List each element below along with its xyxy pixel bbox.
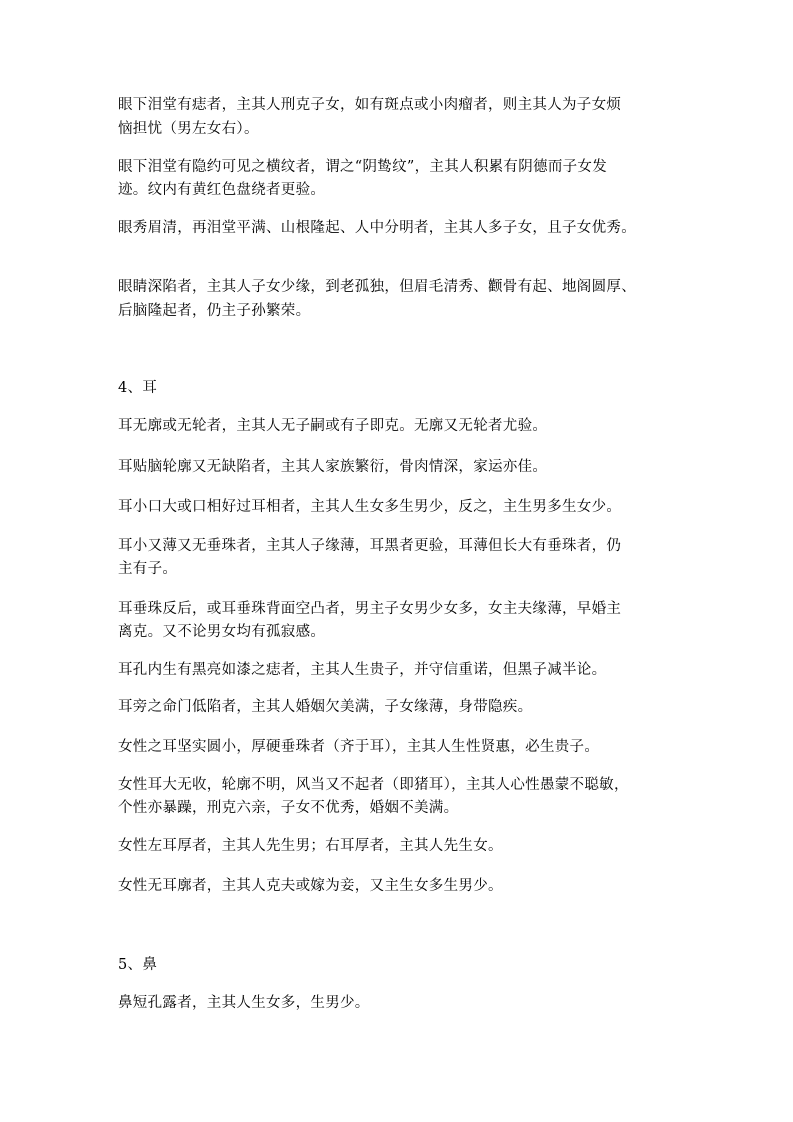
text-line: 女性之耳坚实圆小，厚硬垂珠者（齐于耳），主其人生性贤惠，必生贵子。 [118,739,600,755]
text-line: 耳旁之命门低陷者，主其人婚姻欠美满，子女缘薄，身带隐疾。 [118,699,533,715]
text-line: 眼下泪堂有痣者，主其人刑克子女，如有斑点或小肉瘤者，则主其人为子女烦 [118,97,622,113]
text-line: 女性耳大无收，轮廓不明，风当又不起者（即猪耳），主其人心性愚蒙不聪敏， [118,777,629,793]
text-line: 耳垂珠反后，或耳垂珠背面空凸者，男主子女男少女多，女主夫缘薄，早婚主 [118,601,622,617]
text-line: 恼担忧（男左女右）。 [118,121,259,137]
text-line: 个性亦暴躁，刑克六亲，子女不优秀，婚姻不美满。 [118,800,459,816]
text-line: 主有子。 [118,561,178,577]
section-heading-nose: 5、鼻 [118,957,158,973]
text-line: 迹。纹内有黄红色盘绕者更验。 [118,182,326,198]
text-line: 耳孔内生有黑亮如漆之痣者，主其人生贵子，并守信重诺，但黑子减半论。 [118,662,607,678]
text-line: 耳小口大或口相好过耳相者，主其人生女多生男少，反之，主生男多生女少。 [118,499,622,515]
text-line: 鼻短孔露者，主其人生女多，生男少。 [118,995,370,1011]
text-line: 耳无廓或无轮者，主其人无子嗣或有子即克。无廓又无轮者尤验。 [118,418,548,434]
text-line: 耳贴脑轮廓又无缺陷者，主其人家族繁衍，骨肉情深，家运亦佳。 [118,459,548,475]
text-line: 眼秀眉清，再泪堂平满、山根隆起、人中分明者，主其人多子女，且子女优秀。 [118,220,636,236]
text-line: 眼下泪堂有隐约可见之横纹者，谓之“阴鸷纹”，主其人积累有阴德而子女发 [118,159,608,175]
text-line: 女性左耳厚者，主其人先生男；右耳厚者，主其人先生女。 [118,838,503,854]
section-heading-ear: 4、耳 [118,380,158,396]
text-line: 后脑隆起者，仍主子孙繁荣。 [118,303,311,319]
text-line: 女性无耳廓者，主其人克夫或嫁为妾，又主生女多生男少。 [118,878,503,894]
text-line: 离克。又不论男女均有孤寂感。 [118,624,326,640]
text-line: 耳小又薄又无垂珠者，主其人子缘薄，耳黑者更验，耳薄但长大有垂珠者，仍 [118,538,622,554]
text-line: 眼睛深陷者，主其人子女少缘，到老孤独，但眉毛清秀、颧骨有起、地阁圆厚、 [118,279,636,295]
